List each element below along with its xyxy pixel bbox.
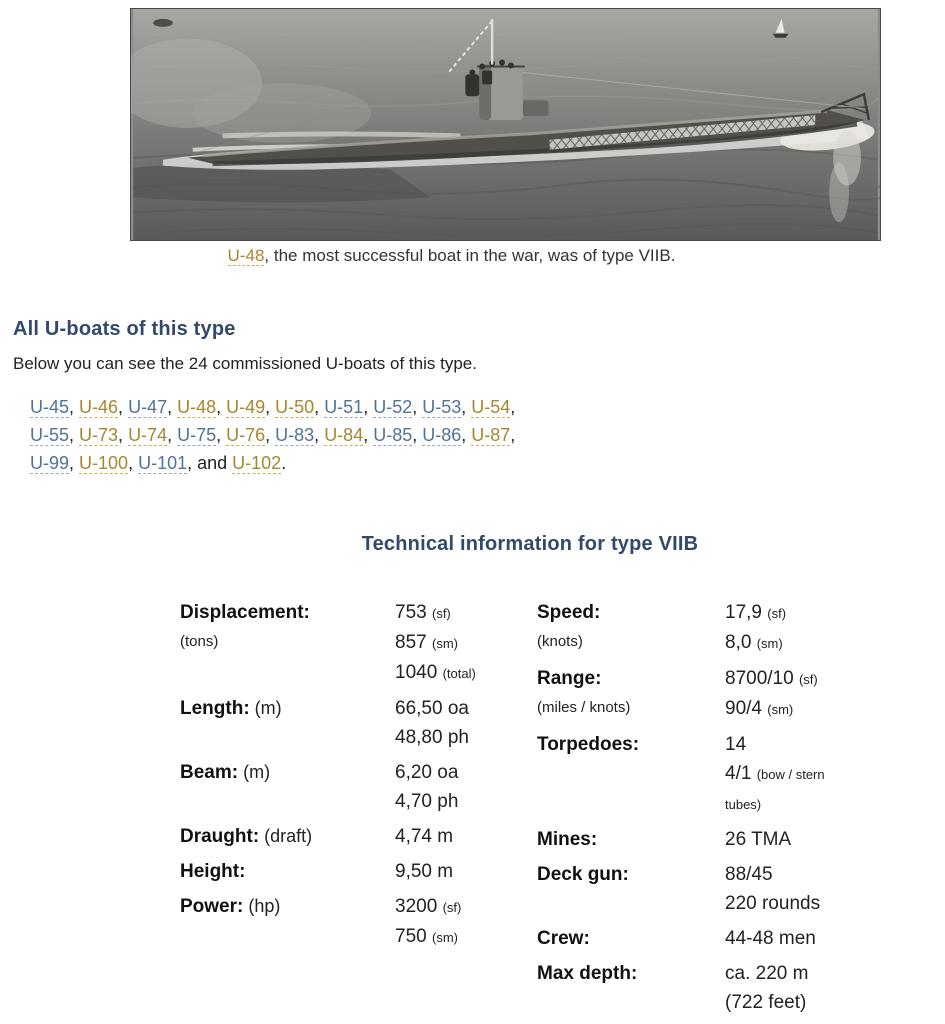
spec-row <box>180 857 537 886</box>
spec-value <box>725 959 880 1017</box>
spec-value-line <box>395 857 537 886</box>
spec-value-text: 753 <box>395 602 427 623</box>
uboat-link-u-87[interactable]: U-87 <box>471 425 511 445</box>
spec-label-sub: (knots) <box>537 633 583 650</box>
spec-value-text: 4/1 <box>725 763 752 784</box>
spec-value-text: 6,20 oa <box>395 762 459 783</box>
spec-row <box>537 598 880 658</box>
spec-value-text: 14 <box>725 734 747 755</box>
photo-caption <box>130 246 881 266</box>
spec-value-line <box>725 598 880 628</box>
uboat-link-u-52[interactable]: U-52 <box>373 397 413 417</box>
spec-value-line <box>395 922 537 952</box>
spec-value-text: 90/4 <box>725 698 762 719</box>
spec-value <box>395 822 537 851</box>
uboat-link-u-73[interactable]: U-73 <box>79 425 119 445</box>
spec-row <box>180 598 537 688</box>
spec-label-text: Draught: <box>180 826 260 847</box>
uboat-links <box>30 393 945 477</box>
spec-value <box>725 730 880 819</box>
spec-value-text: 750 <box>395 926 427 947</box>
spec-value <box>395 598 537 688</box>
spec-value-line <box>725 694 880 724</box>
uboat-link-u-46[interactable]: U-46 <box>79 397 119 417</box>
uboat-link-u-75[interactable]: U-75 <box>177 425 217 445</box>
spec-value-line <box>395 723 537 752</box>
spec-label-text: Deck gun: <box>537 864 629 885</box>
spec-value-note: (total) <box>442 666 476 681</box>
spec-value-text: ca. 220 m <box>725 963 809 984</box>
spec-value <box>395 694 537 752</box>
spec-label <box>537 598 725 658</box>
spec-value-note: (sf) <box>798 672 818 687</box>
spec-value <box>395 892 537 952</box>
spec-value-line <box>725 959 880 988</box>
spec-label <box>537 664 725 724</box>
spec-value-line <box>725 628 880 658</box>
spec-label-unit: (hp) <box>243 896 281 916</box>
uboat-link-u-84[interactable]: U-84 <box>324 425 364 445</box>
spec-value <box>725 924 880 953</box>
spec-row <box>180 892 537 952</box>
spec-label-unit: (m) <box>238 762 271 782</box>
uboat-link-u-83[interactable]: U-83 <box>275 425 315 445</box>
spec-value <box>395 758 537 816</box>
spec-row <box>537 924 880 953</box>
spec-value-note: (sf) <box>442 900 462 915</box>
spec-label-text: Crew: <box>537 928 590 949</box>
spec-label-unit: (draft) <box>259 826 313 846</box>
spec-label-text: Torpedoes: <box>537 734 640 755</box>
uboat-link-u-74[interactable]: U-74 <box>128 425 168 445</box>
spec-label-sub: (miles / knots) <box>537 699 631 716</box>
spec-value-text: 66,50 oa <box>395 698 469 719</box>
section-technical-info <box>180 533 880 1023</box>
uboat-link-u-45[interactable]: U-45 <box>30 397 70 417</box>
spec-label <box>180 857 395 886</box>
spec-value-text: (722 feet) <box>725 992 807 1013</box>
spec-value-line <box>725 789 880 819</box>
uboat-link-u-48[interactable]: U-48 <box>177 397 217 417</box>
technical-info-table <box>180 598 880 1023</box>
spec-value-text: 9,50 m <box>395 861 454 882</box>
spec-label <box>180 822 395 851</box>
photo-caption-text: , the most successful boat in the war, was of type VIIB. <box>264 246 676 265</box>
uboat-link-u-54[interactable]: U-54 <box>471 397 511 417</box>
spec-value-line <box>725 825 880 854</box>
spec-column-left <box>180 598 537 1023</box>
spec-value <box>725 598 880 658</box>
uboat-link-u-49[interactable]: U-49 <box>226 397 266 417</box>
uboat-link-u-100[interactable]: U-100 <box>79 453 129 473</box>
spec-label <box>180 892 395 952</box>
spec-value-line <box>395 628 537 658</box>
spec-label <box>537 825 725 854</box>
spec-value-line <box>725 730 880 759</box>
spec-value-line <box>395 694 537 723</box>
spec-label-sub: (tons) <box>180 633 219 650</box>
spec-row <box>537 959 880 1017</box>
spec-value-line <box>395 822 537 851</box>
spec-value-text: 220 rounds <box>725 893 821 914</box>
spec-value-line <box>725 860 880 889</box>
spec-label <box>537 959 725 1017</box>
spec-label <box>537 730 725 819</box>
photo-frame <box>130 8 881 241</box>
spec-value-note: (sm) <box>431 930 458 945</box>
spec-value-note: (sf) <box>767 606 787 621</box>
spec-value-note: tubes) <box>725 797 762 812</box>
spec-row <box>180 694 537 752</box>
spec-value-text: 3200 <box>395 896 438 917</box>
spec-label-text: Beam: <box>180 762 239 783</box>
uboat-link-u-76[interactable]: U-76 <box>226 425 266 445</box>
uboat-link-u-86[interactable]: U-86 <box>422 425 462 445</box>
spec-label <box>537 860 725 918</box>
uboat-links-line: U-99, U-100, U-101, and U-102. <box>30 453 287 473</box>
spec-label-text: Speed: <box>537 602 601 623</box>
technical-info-heading: Technical information for type VIIB <box>361 533 699 555</box>
uboat-links-line: U-45, U-46, U-47, U-48, U-49, U-50, U-51, U-52, U-53, U-54, <box>30 397 516 417</box>
spec-value-line <box>725 889 880 918</box>
spec-value <box>395 857 537 886</box>
uboat-link-u-47[interactable]: U-47 <box>128 397 168 417</box>
spec-value-line <box>395 892 537 922</box>
uboat-link-u-102[interactable]: U-102 <box>232 453 282 473</box>
all-uboats-intro: Below you can see the 24 commissioned U-boats of this type. <box>13 354 477 373</box>
spec-value-line <box>725 664 880 694</box>
spec-label-text: Max depth: <box>537 963 638 984</box>
spec-value-text: 48,80 ph <box>395 727 469 748</box>
spec-label <box>180 598 395 688</box>
spec-value-text: 857 <box>395 632 427 653</box>
spec-row <box>537 860 880 918</box>
uboat-links-line: U-55, U-73, U-74, U-75, U-76, U-83, U-84, U-85, U-86, U-87, <box>30 425 516 445</box>
spec-label <box>180 758 395 816</box>
uboat-link-u-99[interactable]: U-99 <box>30 453 70 473</box>
uboat-link-u-50[interactable]: U-50 <box>275 397 315 417</box>
uboat-link-u-48-caption[interactable]: U-48 <box>227 246 265 265</box>
spec-label-text: Mines: <box>537 829 598 850</box>
uboat-link-u-101[interactable]: U-101 <box>138 453 188 473</box>
uboat-link-u-53[interactable]: U-53 <box>422 397 462 417</box>
spec-value-line <box>395 787 537 816</box>
spec-value-note: (sm) <box>767 702 794 717</box>
spec-value <box>725 825 880 854</box>
spec-label-text: Height: <box>180 861 246 882</box>
all-uboats-heading: All U-boats of this type <box>13 318 236 340</box>
spec-label-text: Length: <box>180 698 250 719</box>
spec-value-text: 88/45 <box>725 864 773 885</box>
spec-column-right <box>537 598 880 1023</box>
spec-label-text: Displacement: <box>180 602 310 623</box>
spec-value-line <box>725 759 880 789</box>
spec-value-text: 1040 <box>395 662 438 683</box>
spec-row <box>537 730 880 819</box>
spec-label <box>537 924 725 953</box>
spec-value-text: 26 TMA <box>725 829 792 850</box>
spec-value-note: (sm) <box>431 636 458 651</box>
spec-value-note: (sm) <box>756 636 783 651</box>
spec-value-line <box>395 658 537 688</box>
spec-value-text: 8700/10 <box>725 668 794 689</box>
spec-label-text: Range: <box>537 668 602 689</box>
spec-row <box>180 822 537 851</box>
uboat-link-u-85[interactable]: U-85 <box>373 425 413 445</box>
spec-value-line <box>395 758 537 787</box>
spec-value-text: 44-48 men <box>725 928 816 949</box>
spec-value-line <box>725 988 880 1017</box>
spec-value <box>725 860 880 918</box>
uboat-link-u-55[interactable]: U-55 <box>30 425 70 445</box>
spec-row <box>537 825 880 854</box>
spec-value-note: (sf) <box>431 606 451 621</box>
spec-label-text: Power: <box>180 896 244 917</box>
spec-value-line <box>395 598 537 628</box>
spec-value-text: 4,70 ph <box>395 791 459 812</box>
spec-value-text: 17,9 <box>725 602 762 623</box>
uboat-link-u-51[interactable]: U-51 <box>324 397 364 417</box>
photo-figure <box>130 8 881 266</box>
spec-value-line <box>725 924 880 953</box>
uboat-photo-image <box>131 9 880 240</box>
spec-label <box>180 694 395 752</box>
spec-label-unit: (m) <box>249 698 282 718</box>
spec-value-text: 8,0 <box>725 632 752 653</box>
spec-value-note: (bow / stern <box>756 767 825 782</box>
spec-row <box>537 664 880 724</box>
spec-row <box>180 758 537 816</box>
spec-value-text: 4,74 m <box>395 826 454 847</box>
spec-value <box>725 664 880 724</box>
section-all-uboats <box>13 318 945 477</box>
